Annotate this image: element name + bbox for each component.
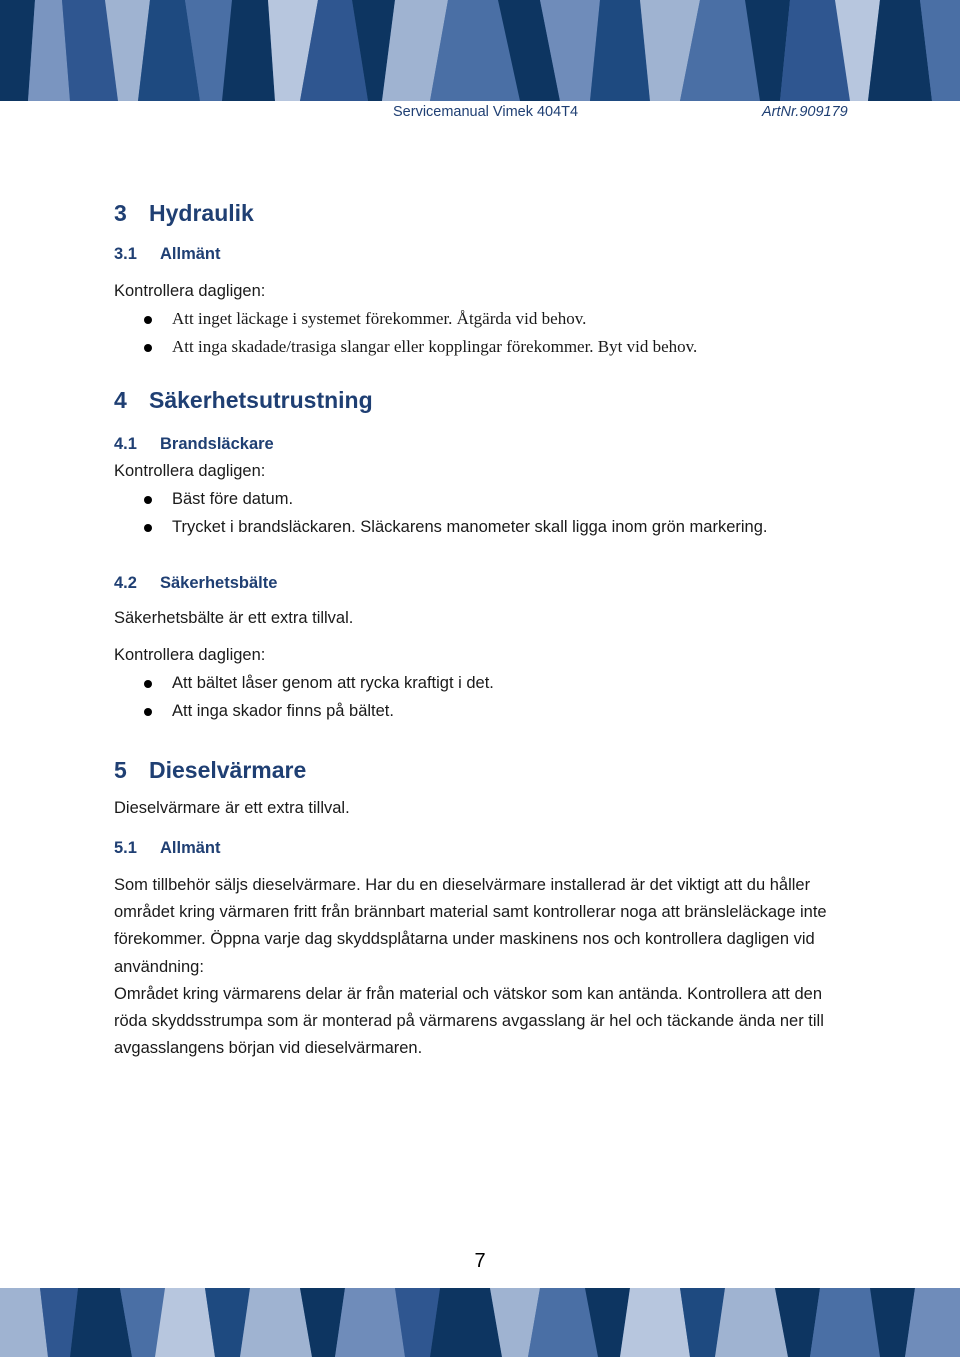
subsection-number: 4.2 (114, 574, 137, 592)
optional-equipment-note: Dieselvärmare är ett extra tillval. (114, 799, 350, 817)
subsection-title: Säkerhetsbälte (160, 574, 278, 592)
subsection-title: Brandsläckare (160, 435, 274, 453)
bullet-icon (144, 524, 152, 532)
section-number: 4 (114, 387, 127, 413)
list-item: Att inga skadade/trasiga slangar eller kopplingar förekommer. Byt vid behov. (114, 333, 854, 361)
bullet-icon (144, 496, 152, 504)
header-band-graphic (0, 0, 960, 101)
subsection-heading-3-1 (114, 242, 854, 266)
check-daily-intro: Kontrollera dagligen: (114, 282, 266, 300)
list-item: Att inget läckage i systemet förekommer. Åtgärda vid behov. (114, 305, 854, 333)
subsection-number: 5.1 (114, 839, 137, 857)
heater-paragraph-2: Området kring värmarens delar är från material och vätskor som kan antända. Kontrollera att den röda skyddsstrumpa som är monterad på värmarens avgasslang är hel och täckande ända ner till avgasslangens början vid dieselvärmaren. (114, 984, 824, 1058)
fire-extinguisher-checklist (114, 485, 854, 541)
section-title: Dieselvärmare (149, 757, 307, 783)
check-daily-intro: Kontrollera dagligen: (114, 646, 266, 664)
header-decorative-band (0, 0, 960, 101)
running-header (0, 104, 960, 126)
section-heading-3 (114, 196, 854, 230)
subsection-title: Allmänt (160, 839, 221, 857)
bullet-icon (144, 680, 152, 688)
hydraulics-checklist (114, 305, 854, 361)
section-title: Hydraulik (149, 200, 254, 226)
list-item: Bäst före datum. (114, 485, 854, 513)
subsection-number: 4.1 (114, 435, 137, 453)
list-item: Trycket i brandsläckaren. Släckarens manometer skall ligga inom grön markering. (114, 513, 854, 541)
bullet-icon (144, 344, 152, 352)
subsection-heading-4-2 (114, 571, 854, 595)
bullet-icon (144, 708, 152, 716)
page-content (114, 196, 854, 1062)
subsection-heading-5-1 (114, 836, 854, 860)
optional-equipment-note: Säkerhetsbälte är ett extra tillval. (114, 609, 354, 627)
page-number: 7 (474, 1250, 486, 1272)
section-heading-5 (114, 753, 854, 787)
document-title: Servicemanual Vimek 404T4 (393, 104, 579, 120)
section-heading-4 (114, 383, 854, 417)
list-item: Att bältet låser genom att rycka kraftigt i det. (114, 669, 854, 697)
subsection-heading-4-1 (114, 432, 854, 456)
subsection-title: Allmänt (160, 245, 221, 263)
list-item: Att inga skador finns på bältet. (114, 697, 854, 725)
heater-paragraph-1: Som tillbehör säljs dieselvärmare. Har du en dieselvärmare installerad är det viktigt att du håller området kring värmaren fritt från brännbart material samt kontrollerar noga att bränsleläckage inte förekommer. Öppna varje dag skyddsplåtarna under maskinens nos och kontrollera dagligen vid användning: (114, 876, 827, 976)
section-number: 5 (114, 757, 127, 783)
footer-decorative-band (0, 1288, 960, 1357)
check-daily-intro: Kontrollera dagligen: (114, 462, 266, 480)
footer-band-graphic (0, 1288, 960, 1357)
bullet-icon (144, 316, 152, 324)
seat-belt-checklist (114, 669, 854, 725)
subsection-number: 3.1 (114, 245, 137, 263)
article-number: ArtNr.909179 (762, 104, 848, 120)
section-title: Säkerhetsutrustning (149, 387, 373, 413)
section-number: 3 (114, 200, 127, 226)
